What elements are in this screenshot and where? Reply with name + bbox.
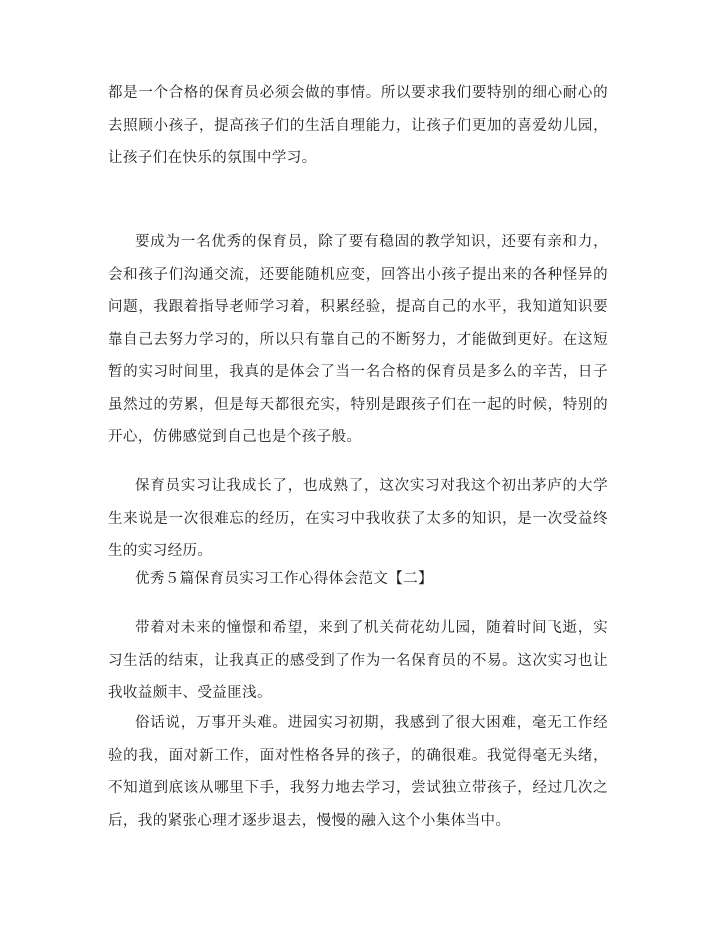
paragraph-excellent-caregiver: 要成为一名优秀的保育员，除了要有稳固的教学知识，还要有亲和力，会和孩子们沟通交流，还要能随机应变，回答出小孩子提出来的各种怪异的问题，我跟着指导老师学习着，积累经验，提高自己的水平，我知道知识要靠自己去努力学习的，所以只有靠自己的不断努力，才能做到更好。在这短暂的实习时间里，我真的是体会了当一名合格的保育员是多么的辛苦，日子虽然过的劳累，但是每天都很充实，特别是跟孩子们在一起的时候，特别的开心，仿佛感觉到自己也是个孩子般。 xyxy=(108,234,608,445)
paragraph-beginning-difficulties: 俗话说，万事开头难。进园实习初期，我感到了很大困难，毫无工作经验的我，面对新工作，面对性格各异的孩子，的确很难。我觉得毫无头绪，不知道到底该从哪里下手，我努力地去学习，尝试独立带孩子，经过几次之后，我的紧张心理才逐步退去，慢慢的融入这个小集体当中。 xyxy=(108,715,608,829)
section-heading: 优秀５篇保育员实习工作心得体会范文【二】 xyxy=(135,571,433,587)
paragraph-childcare-duties: 都是一个合格的保育员必须会做的事情。所以要求我们要特别的细心耐心的去照顾小孩子，提高孩子们的生活自理能力，让孩子们更加的喜爱幼儿园，让孩子们在快乐的氛围中学习。 xyxy=(108,85,608,166)
paragraph-growth-summary: 保育员实习让我成长了，也成熟了，这次实习对我这个初出茅庐的大学生来说是一次很难忘的经历，在实习中我收获了太多的知识，是一次受益终生的实习经历。 xyxy=(108,478,608,559)
paragraph-internship-intro: 带着对未来的憧憬和希望，来到了机关荷花幼儿园，随着时间飞逝，实习生活的结束，让我真正的感受到了作为一名保育员的不易。这次实习也让我收益颇丰、受益匪浅。 xyxy=(108,620,608,701)
